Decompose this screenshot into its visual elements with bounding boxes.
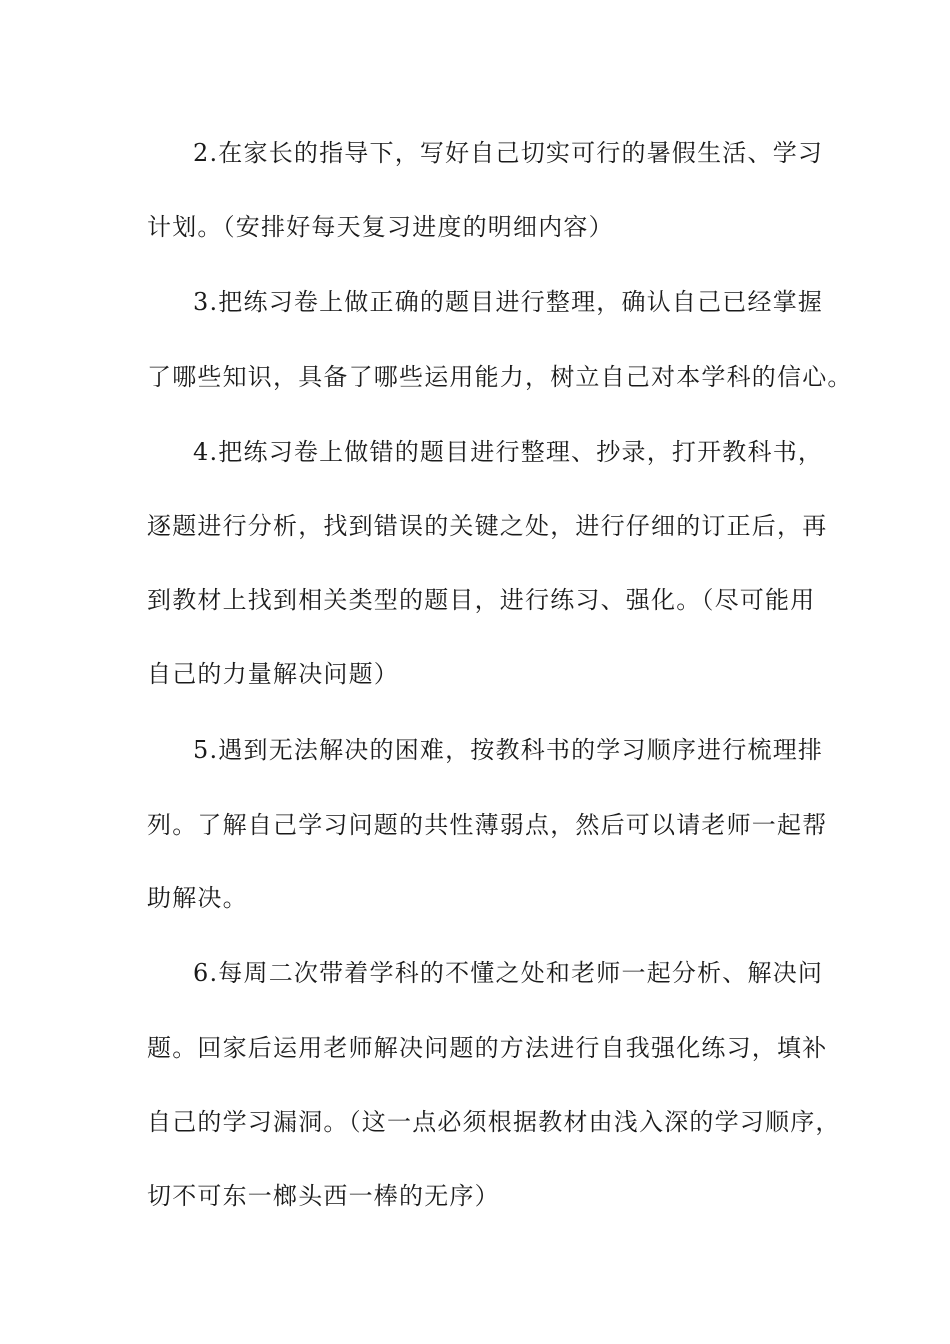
paragraph-4-line-4: 自己的力量解决问题） (147, 660, 399, 688)
paragraph-5-line-1: 5.遇到无法解决的困难，按教科书的学习顺序进行梳理排 (193, 736, 824, 764)
paragraph-3-line-1: 3.把练习卷上做正确的题目进行整理，确认自己已经掌握 (193, 288, 824, 316)
paragraph-6-line-4: 切不可东一榔头西一棒的无序） (147, 1182, 500, 1210)
paragraph-2-line-1: 2.在家长的指导下，写好自己切实可行的暑假生活、学习 (193, 139, 824, 167)
paragraph-4-line-2: 逐题进行分析，找到错误的关键之处，进行仔细的订正后，再 (147, 512, 828, 540)
paragraph-6-line-1: 6.每周二次带着学科的不懂之处和老师一起分析、解决问 (193, 959, 824, 987)
paragraph-4-line-1: 4.把练习卷上做错的题目进行整理、抄录，打开教科书， (193, 438, 824, 466)
paragraph-5-line-2: 列。了解自己学习问题的共性薄弱点，然后可以请老师一起帮 (147, 811, 828, 839)
paragraph-5-line-3: 助解决。 (147, 884, 248, 912)
paragraph-3-line-2: 了哪些知识，具备了哪些运用能力，树立自己对本学科的信心。 (147, 363, 853, 391)
paragraph-2-line-2: 计划。（安排好每天复习进度的明细内容） (147, 213, 614, 241)
paragraph-6-line-2: 题。回家后运用老师解决问题的方法进行自我强化练习，填补 (147, 1034, 828, 1062)
paragraph-6-line-3: 自己的学习漏洞。（这一点必须根据教材由浅入深的学习顺序， (147, 1108, 841, 1136)
paragraph-4-line-3: 到教材上找到相关类型的题目，进行练习、强化。（尽可能用 (147, 586, 816, 614)
